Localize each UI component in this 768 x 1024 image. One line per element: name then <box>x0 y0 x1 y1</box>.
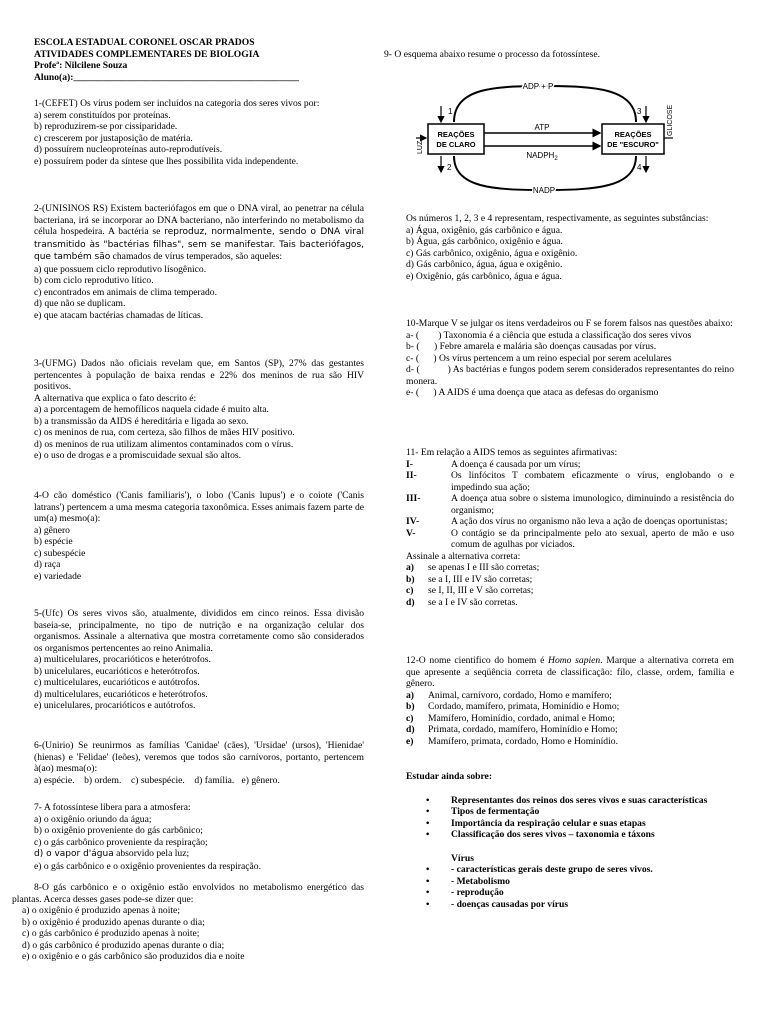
answer-text: Cordado, mamífero, primata, Hominídio e Homo; <box>428 701 620 712</box>
question-11-options <box>406 562 539 608</box>
statement-text: Os linfócitos T combatem eficazmente o vírus, englobando o e impedindo sua ação; <box>451 470 734 493</box>
question-4-option[interactable]: b) espécie <box>34 536 73 547</box>
answer-row[interactable] <box>406 724 619 736</box>
answer-text: se a I e IV são corretas. <box>428 596 518 608</box>
statement-text: O contágio se da principalmente pelo ato sexual, aperto de mão e uso comum de agulhas por viciados. <box>451 527 734 550</box>
question-9-stem: 9- O esquema abaixo resume o processo da fotossíntese. <box>384 49 601 60</box>
question-8-option[interactable]: d) o gás carbônico é produzido apenas durante o dia; <box>22 939 225 951</box>
question-11-prompt: Assinale a alternativa correta: <box>406 550 521 562</box>
question-7-option[interactable]: a) o oxigênio oriundo da água; <box>34 813 152 825</box>
glicose-label: GLICOSE <box>667 104 674 136</box>
study-list <box>406 795 734 841</box>
student-name-field[interactable]: Aluno(a):_______________________________________________ <box>34 71 299 83</box>
question-1-option[interactable]: d) possuírem nucleoproteínas auto-reprodutíveis. <box>34 144 223 155</box>
question-2-option[interactable]: c) encontrados em animais de clima temperado. <box>34 286 218 298</box>
question-12-stem <box>406 655 734 690</box>
question-12-stem-b: . Marque a alternativa correta em que apresente a seqüência correta de classificação: filo, classe, ordem, família e gênero. <box>406 655 734 689</box>
question-7-option[interactable]: c) o gás carbônico proveniente da respiração; <box>34 836 208 848</box>
question-5-option[interactable]: d) multicelulares, eucarióticos e heterótrofos. <box>34 688 208 700</box>
bullet-icon: • <box>426 887 430 898</box>
virus-list <box>406 864 734 910</box>
question-1-option[interactable]: c) crescerem por justaposição de matéria. <box>34 132 193 144</box>
answer-letter: d) <box>406 724 415 735</box>
question-1-option[interactable]: e) possuírem poder da síntese que lhes possibilita vida independente. <box>34 155 299 167</box>
bullet-icon: • <box>426 794 430 806</box>
label-2: 2 <box>447 163 452 172</box>
question-11-stem: 11- Em relação a AIDS temos as seguintes afirmativas: <box>406 447 618 458</box>
nadp-label: NADP <box>532 186 556 195</box>
question-9-option[interactable]: c) Gás carbônico, oxigênio, água e oxigênio. <box>406 247 578 259</box>
answer-row[interactable] <box>406 562 539 574</box>
answer-letter: b) <box>406 573 415 585</box>
nadph-sub: 2 <box>554 156 558 162</box>
question-6 <box>34 740 364 786</box>
bullet-icon: • <box>426 875 430 887</box>
answer-row[interactable] <box>406 736 619 748</box>
question-9-option[interactable]: d) Gás carbônico, água, água e oxigênio. <box>406 259 563 270</box>
answer-text: Mamífero, primata, cordado, Homo e Hominídio. <box>428 735 618 747</box>
study-topics <box>406 771 734 910</box>
question-3-option[interactable]: c) os meninos de rua, com certeza, são filhos de mães HIV positivo. <box>34 427 295 438</box>
answer-row[interactable] <box>406 690 619 702</box>
question-2-stem-end: chamados de vírus temperados, são aqueles: <box>112 251 283 262</box>
question-8-option[interactable]: c) o gás carbônico é produzido apenas à noite; <box>22 928 200 939</box>
question-7-option[interactable]: b) o oxigênio proveniente do gás carbônico; <box>34 825 203 836</box>
question-6-options[interactable]: a) espécie. b) ordem. c) subespécie. d) família. e) gênero. <box>34 774 280 786</box>
virus-item-text: - reprodução <box>451 887 504 898</box>
question-9-prompt: Os números 1, 2, 3 e 4 representam, respectivamente, as seguintes substâncias: <box>406 213 709 224</box>
nadp-loop-line <box>454 156 636 190</box>
bullet-icon: • <box>426 806 430 817</box>
bullet-icon: • <box>426 829 430 840</box>
adp-label: ADP + P <box>522 82 554 91</box>
statement-number: III- <box>406 493 421 504</box>
light-reactions-box <box>428 124 484 154</box>
question-2-stem-handwritten: reproduz, normalmente, sendo o DNA viral transmitido às "bactérias filhas", sem se manifestar. Tais bacteriófagos, que também são <box>34 227 365 262</box>
question-11-statements <box>406 459 734 551</box>
label-3: 3 <box>637 107 642 116</box>
statement-row <box>406 528 734 551</box>
question-8-option[interactable]: b) o oxigênio é produzido apenas durante o dia; <box>22 916 205 928</box>
question-8 <box>12 882 364 963</box>
answer-row[interactable] <box>406 713 619 725</box>
statement-number: V- <box>406 527 416 539</box>
question-1-option[interactable]: a) serem constituídos por proteínas. <box>34 109 171 121</box>
answer-letter: a) <box>406 562 414 573</box>
question-7 <box>34 802 364 872</box>
study-item-text: Classificação dos seres vivos – taxonomia e táxons <box>451 829 655 840</box>
atp-label: ATP <box>534 123 550 132</box>
question-12-species: Homo sapien <box>548 655 601 666</box>
question-5-stem: 5-(Ufc) Os seres vivos são, atualmente, divididos em cinco reinos. Essa divisão baseia-se, principalmente, no tipo de nutrição e na organização celular dos organismos. Assinale a alternativa que mostra corretamente como são considerados os organismos pertencentes ao reino Animalia. <box>34 608 364 654</box>
nadph-main: NADPH <box>526 151 555 160</box>
question-2-stem <box>34 203 364 264</box>
question-7-option[interactable]: e) o gás carbônico e o oxigênio provenientes da respiração. <box>34 860 261 872</box>
virus-item <box>406 864 734 876</box>
question-2-option[interactable]: a) que possuem ciclo reprodutivo lisogênico. <box>34 263 207 275</box>
answer-letter: a) <box>406 689 414 701</box>
question-4-option[interactable]: c) subespécie <box>34 547 86 559</box>
question-4 <box>34 490 364 582</box>
answer-row[interactable] <box>406 597 539 609</box>
activity-title: ATIVIDADES COMPLEMENTARES DE BIOLOGIA <box>34 48 260 60</box>
question-2-option[interactable]: d) que não se duplicam. <box>34 298 126 309</box>
label-1: 1 <box>448 107 453 116</box>
question-12-stem-a: 12-O nome cientifico do homem é <box>406 655 549 666</box>
study-item <box>406 829 734 841</box>
statement-text: A doença atua sobre o sistema imunologico, diminuindo a resistência do organismo; <box>451 493 734 516</box>
question-2-option[interactable]: b) com ciclo reprodutivo lítico. <box>34 275 154 286</box>
answer-text: se a I, III e IV são corretas; <box>428 573 533 585</box>
question-10-item[interactable]: b- ( ) Febre amarela e malária são doenças causadas por vírus. <box>406 341 657 352</box>
dark-reactions-box <box>602 124 664 154</box>
answer-text: Mamífero, Hominídio, cordado, animal e Homo; <box>428 712 616 724</box>
question-1-option[interactable]: b) reproduzirem-se por cissiparidade. <box>34 121 178 132</box>
question-8-option[interactable]: a) o oxigênio é produzido apenas à noite; <box>22 905 180 916</box>
answer-row[interactable] <box>406 701 619 713</box>
question-3-stem: 3-(UFMG) Dados não oficiais revelam que, em Santos (SP), 27% das gestantes pertencentes à população de baixa rendas e 22% dos meninos de rua são HIV positivos. <box>34 358 364 392</box>
question-10-item[interactable]: a- ( ) Taxonomia é a ciência que estuda a classificação dos seres vivos <box>406 329 692 341</box>
statement-number: II- <box>406 470 417 481</box>
virus-item <box>406 876 734 888</box>
question-3 <box>34 358 364 462</box>
answer-letter: b) <box>406 701 415 712</box>
study-item <box>406 795 734 807</box>
question-9-option[interactable]: a) Água, oxigênio, gás carbônico e água. <box>406 224 563 236</box>
dark-reactions-label: REAÇÕES <box>614 130 652 139</box>
virus-item-text: - características gerais deste grupo de seres vivos. <box>451 864 653 875</box>
study-title: Estudar ainda sobre: <box>406 771 493 782</box>
statement-row <box>406 470 734 493</box>
question-4-option[interactable]: a) gênero <box>34 524 70 536</box>
question-1 <box>34 98 364 167</box>
study-item-text: Importância da respiração celular e suas etapas <box>451 817 646 829</box>
question-10 <box>406 318 737 399</box>
question-5 <box>34 608 364 712</box>
statement-text: A ação dos vírus no organismo não leva a ação de doenças oportunistas; <box>451 516 728 527</box>
question-4-option[interactable]: e) variedade <box>34 570 82 582</box>
statement-number: I- <box>406 458 413 470</box>
answer-row[interactable] <box>406 585 539 597</box>
virus-item-text: - Metabolismo <box>451 875 510 887</box>
dark-reactions-label-2: DE "ESCURO" <box>607 140 659 149</box>
answer-letter: d) <box>406 596 415 608</box>
label-4: 4 <box>637 163 642 172</box>
question-7-option-handwritten: d) o vapor d'água <box>34 849 114 859</box>
virus-title: Vírus <box>451 852 474 864</box>
question-2-option[interactable]: e) que atacam bactérias chamadas de líticas. <box>34 309 204 321</box>
virus-item-text: - doenças causadas por vírus <box>451 898 569 910</box>
question-7-option[interactable] <box>34 848 364 861</box>
header-block <box>34 37 364 83</box>
statement-row <box>406 459 734 471</box>
question-3-option[interactable]: d) os meninos de rua utilizam alimentos contaminados com o vírus. <box>34 438 294 450</box>
question-3-option[interactable]: a) a porcentagem de hemofílicos naquela cidade é muito alta. <box>34 404 269 415</box>
question-5-option[interactable]: b) unicelulares, eucarióticos e heterótrofos. <box>34 665 200 677</box>
study-item <box>406 818 734 830</box>
question-5-option[interactable]: e) unicelulares, procarióticos e autótrofos. <box>34 700 196 711</box>
teacher-name: Profeª: Nilcilene Souza <box>34 60 128 71</box>
light-reactions-label-2: DE CLARO <box>436 140 476 149</box>
study-item-text: Representantes dos reinos dos seres vivos e suas características <box>451 794 708 806</box>
answer-letter: e) <box>406 735 414 747</box>
question-3-option[interactable]: b) a transmissão da AIDS é hereditária e ligada ao sexo. <box>34 415 249 427</box>
question-10-item[interactable]: d- ( ) As bactérias e fungos podem serem considerados representantes do reino monera. <box>406 364 737 387</box>
question-12 <box>406 655 734 747</box>
question-5-option[interactable]: a) multicelulares, procarióticos e heterótrofos. <box>34 654 211 665</box>
nadph-label <box>526 151 558 162</box>
study-item-text: Tipos de fermentação <box>451 806 540 817</box>
statement-text: A doença é causada por um vírus; <box>451 458 581 470</box>
bullet-icon: • <box>426 898 430 910</box>
question-4-option[interactable]: d) raça <box>34 559 61 570</box>
question-8-option[interactable]: e) o oxigênio e o gás carbônico são produzidos dia e noite <box>22 951 245 962</box>
question-2-stem-printed: 2-(UNISINOS RS) Existem bacteriófagos em que o DNA viral, ao penetrar na célula bacteriana, irá se incorporar ao DNA bacteriano, não interferindo no metabolismo da célula hospedeira. A bactéria se <box>34 203 364 237</box>
question-6-stem: 6-(Unirio) Se reunirmos as famílias 'Canidae' (cães), 'Ursidae' (ursos), 'Hienidae' (hienas) e 'Felidae' (leões), veremos que todos são carnívoros, portanto, pertencem à(ao) mesma(o): <box>34 740 364 774</box>
question-10-stem: 10-Marque V se julgar os itens verdadeiros ou F se forem falsos nas questões abaixo: <box>406 318 733 329</box>
luz-label: LUZ <box>417 140 424 154</box>
virus-item <box>406 887 734 899</box>
answer-letter: c) <box>406 712 414 724</box>
school-name: ESCOLA ESTADUAL CORONEL OSCAR PRADOS <box>34 37 255 48</box>
statement-row <box>406 493 734 516</box>
statement-number: IV- <box>406 516 420 527</box>
question-2 <box>34 203 364 321</box>
question-1-stem: 1-(CEFET) Os vírus podem ser incluídos na categoria dos seres vivos por: <box>34 98 320 109</box>
question-3-prompt: A alternativa que explica o fato descrito é: <box>34 392 197 404</box>
photosynthesis-diagram <box>414 78 676 198</box>
answer-text: Animal, carnívoro, cordado, Homo e mamífero; <box>428 689 612 701</box>
answer-row[interactable] <box>406 574 539 586</box>
adp-loop-line <box>454 86 636 122</box>
bullet-icon: • <box>426 817 430 829</box>
answer-text: Primata, cordado, mamífero, Hominídio e Homo; <box>428 724 618 735</box>
question-10-item[interactable]: c- ( ) Os vírus pertencem a um reino especial por serem acelulares <box>406 352 672 364</box>
question-3-option[interactable]: e) o uso de drogas e a promiscuidade sexual são altos. <box>34 450 242 461</box>
answer-text: se I, II, III e V são corretas; <box>428 585 534 596</box>
question-9-option[interactable]: e) Oxigênio, gás carbônico, água e água. <box>406 270 562 282</box>
study-item <box>406 806 734 818</box>
question-9-answers <box>406 213 734 282</box>
virus-item <box>406 899 734 911</box>
statement-row <box>406 516 734 528</box>
question-5-option[interactable]: c) multicelulares, eucarióticos e autótrofos. <box>34 677 200 688</box>
answer-text: se apenas I e III são corretas; <box>428 562 540 573</box>
question-10-item[interactable]: e- ( ) A AIDS é uma doença que ataca as defesas do organismo <box>406 387 659 398</box>
question-11 <box>406 447 734 608</box>
question-12-options <box>406 690 619 748</box>
bullet-icon: • <box>426 864 430 875</box>
question-8-stem: 8-O gás carbônico e o oxigênio estão envolvidos no metabolismo energético das plantas. Acerca desses gases pode-se dizer que: <box>12 882 364 905</box>
question-9-option[interactable]: b) Água, gás carbônico, oxigênio e água. <box>406 236 563 247</box>
answer-letter: c) <box>406 585 414 596</box>
light-reactions-label: REAÇÕES <box>437 130 475 139</box>
question-4-stem: 4-O cão doméstico ('Canis familiaris'), o lobo ('Canis lupus') e o coiote ('Canis latrans') pertencem a uma mesma categoria taxonômica. Esses animais fazem parte de um(a) mesmo(a): <box>34 490 364 524</box>
question-7-stem: 7- A fotossíntese libera para a atmosfera: <box>34 802 191 813</box>
question-7-option-rest: absorvido pela luz; <box>113 848 190 859</box>
